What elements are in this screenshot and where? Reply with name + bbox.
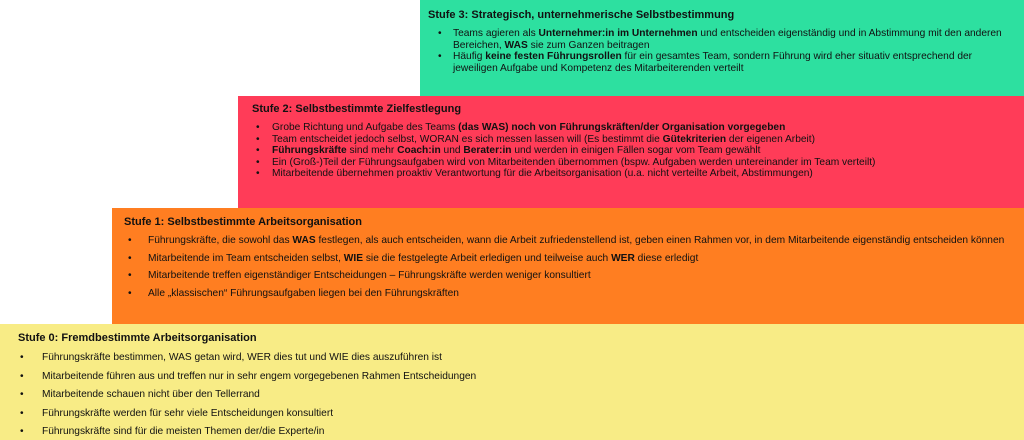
bullet-item <box>124 270 1016 282</box>
bold-text: (das WAS) noch von Führungskräften/der Organisation vorgegeben <box>458 122 786 133</box>
text: Mitarbeitende im Team entscheiden selbst, <box>148 252 344 264</box>
text: der eigenen Arbeit) <box>726 133 816 145</box>
bold-text: WIE <box>343 252 363 264</box>
text: für ein gesamtes Team, sondern Führung wird eher situativ entsprechend der jeweiligen Aufgabe und Kompetenz des Mitarbeiterenden verteilt <box>453 51 973 74</box>
text: Führungskräfte sind für die meisten Themen der/die Experte/in <box>42 426 325 437</box>
bold-text: Gütekriterien <box>662 133 727 145</box>
text: Mitarbeitende schauen nicht über den Tellerrand <box>42 389 260 400</box>
stufe-0-box <box>0 324 1024 440</box>
bullet-item <box>252 157 1016 169</box>
text: Alle „klassischen“ Führungsaufgaben liegen bei den Führungskräften <box>148 287 459 299</box>
bullet-item <box>252 134 1016 146</box>
stufe-2-list <box>252 122 1016 180</box>
bold-text: WAS <box>504 39 528 51</box>
text: und entscheiden eigenständig und in Abstimmung mit den anderen Bereichen, <box>453 28 1002 51</box>
text: Häufig <box>453 51 486 62</box>
text: Grobe Richtung und Aufgabe des Teams <box>272 122 459 133</box>
stufe-0-list <box>18 352 1016 438</box>
bullet-item <box>124 288 1016 300</box>
bullet-item <box>124 235 1016 247</box>
text: Führungskräfte bestimmen, WAS getan wird, WER dies tut und WIE dies auszuführen ist <box>42 352 442 363</box>
bullet-item <box>18 352 1016 364</box>
bullet-item <box>18 408 1016 420</box>
text: Führungskräfte werden für sehr viele Entscheidungen konsultiert <box>42 407 334 419</box>
bold-text: Coach:in <box>397 145 441 156</box>
text: Team entscheidet jedoch selbst, WORAN es sich messen lassen will (Es bestimmt die <box>272 133 663 145</box>
bullet-item <box>18 389 1016 401</box>
bullet-item <box>18 426 1016 438</box>
bullet-item <box>252 168 1016 180</box>
text: sie die festgelegte Arbeit erledigen und teilweise auch <box>363 252 612 264</box>
text: Ein (Groß-)Teil der Führungsaufgaben wird von Mitarbeitenden übernommen (bspw. Aufgaben werden untereinander im Team verteilt) <box>272 156 876 168</box>
bold-text: Berater:in <box>463 145 512 156</box>
stufe-1-list <box>124 235 1016 299</box>
stufe-0-title: Stufe 0: Fremdbestimmte Arbeitsorganisation <box>18 332 257 344</box>
bold-text: WAS <box>292 235 316 246</box>
text: Mitarbeitende übernehmen proaktiv Verantwortung für die Arbeitsorganisation (u.a. nicht verteilte Arbeit, Abstimmungen) <box>272 168 813 179</box>
text: sie zum Ganzen beitragen <box>527 39 650 51</box>
bullet-item <box>124 253 1016 265</box>
bold-text: keine festen Führungsrollen <box>485 51 622 62</box>
stufe-3-box <box>420 0 1024 96</box>
text: sind mehr <box>346 145 398 156</box>
stufe-2-title: Stufe 2: Selbstbestimmte Zielfestlegung <box>252 103 462 115</box>
stufe-3-title: Stufe 3: Strategisch, unternehmerische Selbstbestimmung <box>428 9 735 21</box>
bold-text: Unternehmer:in im Unternehmen <box>538 28 698 39</box>
text: diese erledigt <box>634 252 699 264</box>
stufe-2-box <box>238 96 1024 208</box>
stufe-1-box <box>112 208 1024 324</box>
bullet-item <box>252 122 1016 134</box>
stufe-1-title: Stufe 1: Selbstbestimmte Arbeitsorganisation <box>124 216 362 228</box>
bullet-item <box>428 51 1016 74</box>
bullet-item <box>428 28 1016 51</box>
bullet-item <box>18 371 1016 383</box>
text: und werden in einigen Fällen sogar vom Team gewählt <box>511 145 761 156</box>
bold-text: Führungskräfte <box>272 145 347 156</box>
bullet-item <box>252 145 1016 157</box>
stufe-3-list <box>428 28 1016 74</box>
text: festlegen, als auch entscheiden, wann die Arbeit zufriedenstellend ist, geben einen Rahmen vor, in dem Mitarbeitende eigenständig entscheiden können <box>315 235 1005 246</box>
text: Mitarbeitende treffen eigenständiger Entscheidungen – Führungskräfte werden weniger konsultiert <box>148 270 591 281</box>
text: Führungskräfte, die sowohl das <box>148 235 293 246</box>
text: Mitarbeitende führen aus und treffen nur in sehr engem vorgegebenen Rahmen Entscheidungen <box>42 370 477 382</box>
text: Teams agieren als <box>453 28 539 39</box>
text: und <box>440 145 464 156</box>
bold-text: WER <box>611 252 635 264</box>
